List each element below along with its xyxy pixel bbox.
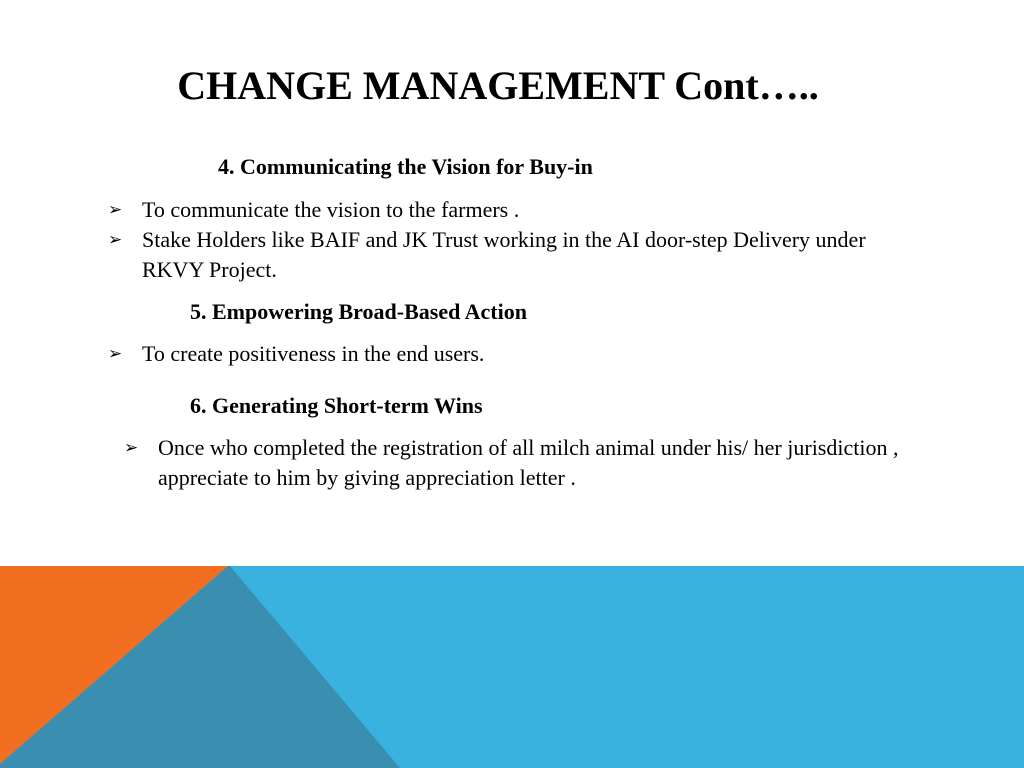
section-heading-empowering-action: 5. Empowering Broad-Based Action [190, 299, 527, 324]
list-item [108, 225, 868, 285]
arrowhead-bullet-icon: ➢ [108, 230, 123, 250]
slide-title: CHANGE MANAGEMENT Cont….. [177, 63, 819, 108]
arrowhead-bullet-icon: ➢ [108, 200, 123, 220]
list-item [124, 433, 924, 493]
section-heading-communicating-vision: 4. Communicating the Vision for Buy-in [218, 154, 593, 179]
bullet-list-communicating-vision [108, 195, 868, 285]
bullet-text: Stake Holders like BAIF and JK Trust working in the AI door-step Delivery under RKVY Project. [142, 227, 866, 282]
bullet-text: Once who completed the registration of all milch animal under his/ her jurisdiction , appreciate to him by giving appreciation letter . [158, 435, 899, 490]
list-item [108, 195, 868, 225]
list-item [108, 339, 868, 369]
footer-decoration [0, 566, 1024, 768]
bullet-text: To communicate the vision to the farmers . [142, 197, 520, 222]
bullet-list-empowering-action [108, 339, 868, 369]
arrowhead-bullet-icon: ➢ [124, 438, 139, 458]
arrowhead-bullet-icon: ➢ [108, 344, 123, 364]
section-heading-short-term-wins: 6. Generating Short-term Wins [190, 393, 483, 418]
bullet-text: To create positiveness in the end users. [142, 341, 485, 366]
bullet-list-short-term-wins [124, 433, 924, 493]
